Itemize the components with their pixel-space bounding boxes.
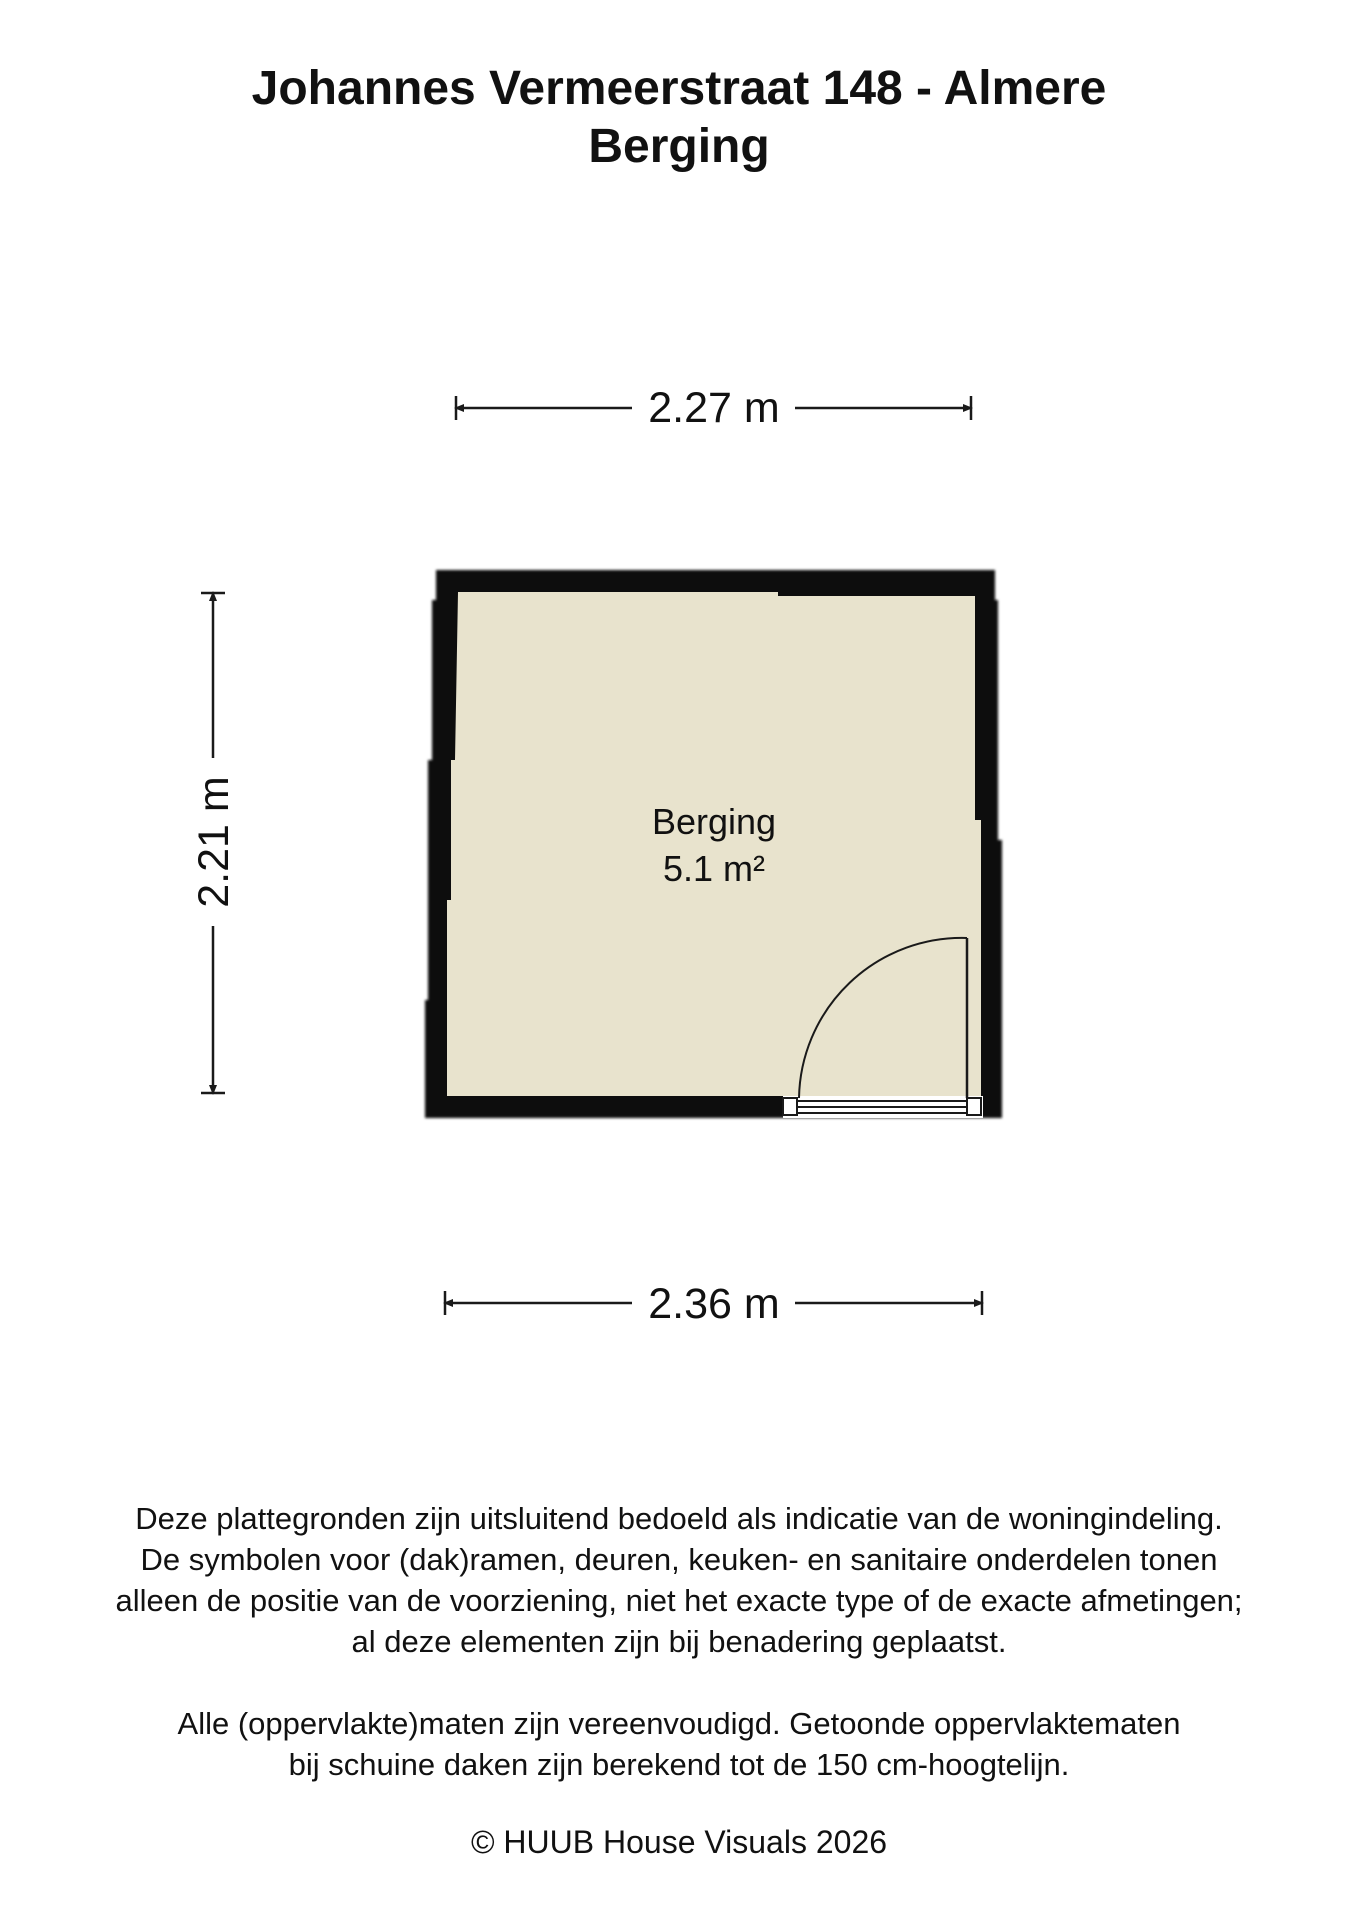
room-area: 5.1 m² — [662, 848, 766, 889]
dimension-bottom — [444, 1280, 983, 1328]
dimension-top — [455, 384, 972, 432]
disclaimer-line: alleen de positie van de voorziening, niet het exacte type of de exacte afmetingen; — [115, 1583, 1243, 1618]
room-name: Berging — [651, 801, 777, 842]
disclaimer-line: De symbolen voor (dak)ramen, deuren, keuken- en sanitaire onderdelen tonen — [140, 1542, 1218, 1577]
door-threshold — [783, 1096, 983, 1118]
floor-title: Berging — [588, 120, 770, 173]
room-floor — [447, 592, 981, 1096]
disclaimer-line: bij schuine daken zijn berekend tot de 150 cm-hoogtelijn. — [288, 1747, 1070, 1782]
disclaimer-line: al deze elementen zijn bij benadering geplaatst. — [351, 1624, 1007, 1659]
disclaimer-line: Alle (oppervlakte)maten zijn vereenvoudigd. Getoonde oppervlaktematen — [177, 1706, 1181, 1741]
disclaimer — [0, 1498, 1358, 1785]
dimension-bottom-label: 2.36 m — [648, 1280, 780, 1328]
dimension-top-label: 2.27 m — [648, 384, 780, 432]
copyright: © HUUB House Visuals 2026 — [470, 1824, 888, 1860]
dimension-left-label: 2.21 m — [190, 776, 238, 908]
address-title: Johannes Vermeerstraat 148 - Almere — [251, 62, 1107, 115]
disclaimer-line: Deze plattegronden zijn uitsluitend bedoeld als indicatie van de woningindeling. — [135, 1501, 1223, 1536]
dimension-left — [190, 592, 238, 1094]
